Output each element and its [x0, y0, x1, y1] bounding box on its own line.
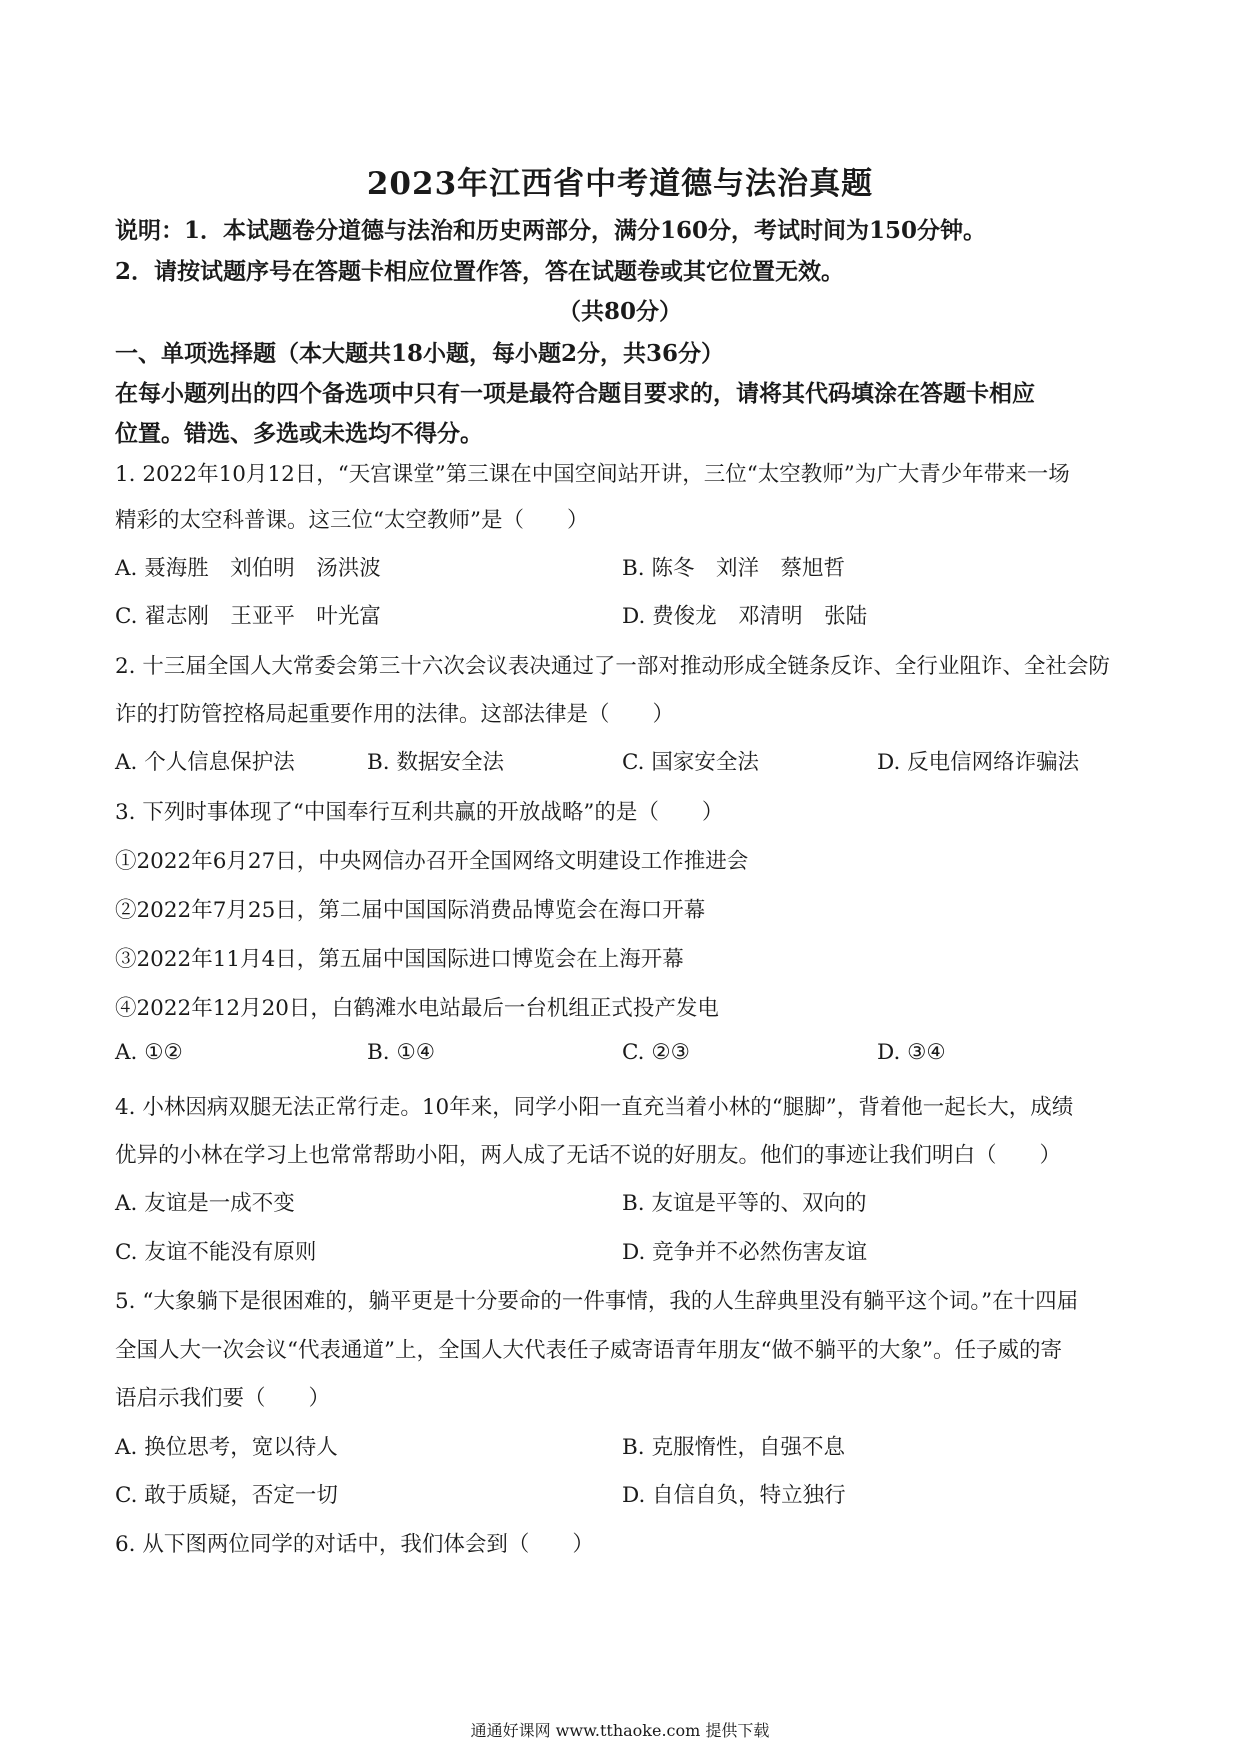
question-2-line-2: 诈的打防管控格局起重要作用的法律。这部法律是（ ） — [115, 702, 675, 727]
q3-option-b: B. ①④ — [367, 1040, 436, 1065]
page-title: 2023年江西省中考道德与法治真题 — [366, 166, 874, 202]
question-4-line-1: 4. 小林因病双腿无法正常行走。10年来，同学小阳一直充当着小林的“腿脚”，背着他一起长大，成绩 — [115, 1095, 1074, 1120]
q3-statement-4: ④2022年12月20日，白鹤滩水电站最后一台机组正式投产发电 — [115, 996, 719, 1021]
subtotal: （共80分） — [557, 298, 682, 325]
q5-option-c: C. 敢于质疑，否定一切 — [115, 1483, 338, 1508]
question-6-line-1: 6. 从下图两位同学的对话中，我们体会到（ ） — [115, 1532, 594, 1557]
q4-option-c: C. 友谊不能没有原则 — [115, 1240, 317, 1265]
q3-statement-2: ②2022年7月25日，第二届中国国际消费品博览会在海口开幕 — [115, 898, 706, 923]
q5-option-a: A. 换位思考，宽以待人 — [115, 1435, 338, 1460]
q2-option-d: D. 反电信网络诈骗法 — [877, 750, 1080, 775]
note-line-1: 说明：1．本试题卷分道德与法治和历史两部分，满分160分，考试时间为150分钟。 — [115, 217, 987, 244]
q4-option-a: A. 友谊是一成不变 — [115, 1191, 295, 1216]
q2-option-b: B. 数据安全法 — [367, 750, 504, 775]
q3-option-d: D. ③④ — [877, 1040, 946, 1065]
q1-option-c: C. 翟志刚 王亚平 叶光富 — [115, 604, 381, 629]
q3-statement-1: ①2022年6月27日，中央网信办召开全国网络文明建设工作推进会 — [115, 849, 749, 874]
question-4-line-2: 优异的小林在学习上也常常帮助小阳，两人成了无话不说的好朋友。他们的事迹让我们明白（ ） — [115, 1143, 1062, 1168]
question-2-line-1: 2. 十三届全国人大常委会第三十六次会议表决通过了一部对推动形成全链条反诈、全行业阻诈、全社会防 — [115, 654, 1110, 679]
question-3-line-1: 3. 下列时事体现了“中国奉行互利共赢的开放战略”的是（ ） — [115, 800, 724, 825]
q1-option-b: B. 陈冬 刘洋 蔡旭哲 — [622, 556, 845, 581]
q4-option-d: D. 竞争并不必然伤害友谊 — [622, 1240, 868, 1265]
q5-option-d: D. 自信自负，特立独行 — [622, 1483, 846, 1508]
q2-option-a: A. 个人信息保护法 — [115, 750, 295, 775]
question-1-line-2: 精彩的太空科普课。这三位“太空教师”是（ ） — [115, 508, 589, 533]
footer-credit: 通通好课网 www.tthaoke.com 提供下载 — [470, 1721, 770, 1740]
question-5-line-2: 全国人大一次会议“代表通道”上，全国人大代表任子威寄语青年朋友“做不躺平的大象”。任子威的寄 — [115, 1338, 1062, 1363]
q3-option-a: A. ①② — [115, 1040, 183, 1065]
q1-option-d: D. 费俊龙 邓清明 张陆 — [622, 604, 868, 629]
q3-statement-3: ③2022年11月4日，第五届中国国际进口博览会在上海开幕 — [115, 947, 684, 972]
q4-option-b: B. 友谊是平等的、双向的 — [622, 1191, 867, 1216]
section-instruction-1: 在每小题列出的四个备选项中只有一项是最符合题目要求的，请将其代码填涂在答题卡相应 — [115, 380, 1035, 407]
question-1-line-1: 1. 2022年10月12日，“天宫课堂”第三课在中国空间站开讲，三位“太空教师”为广大青少年带来一场 — [115, 462, 1070, 487]
question-5-line-1: 5. “大象躺下是很困难的，躺平更是十分要命的一件事情，我的人生辞典里没有躺平这个词。”在十四届 — [115, 1289, 1079, 1314]
section-instruction-2: 位置。错选、多选或未选均不得分。 — [115, 420, 483, 447]
q1-option-a: A. 聂海胜 刘伯明 汤洪波 — [115, 556, 381, 581]
section-heading: 一、单项选择题（本大题共18小题，每小题2分，共36分） — [115, 340, 725, 367]
q3-option-c: C. ②③ — [622, 1040, 690, 1065]
note-line-2: 2．请按试题序号在答题卡相应位置作答，答在试题卷或其它位置无效。 — [115, 258, 845, 285]
question-5-line-3: 语启示我们要（ ） — [115, 1386, 331, 1411]
q2-option-c: C. 国家安全法 — [622, 750, 759, 775]
q5-option-b: B. 克服惰性，自强不息 — [622, 1435, 845, 1460]
